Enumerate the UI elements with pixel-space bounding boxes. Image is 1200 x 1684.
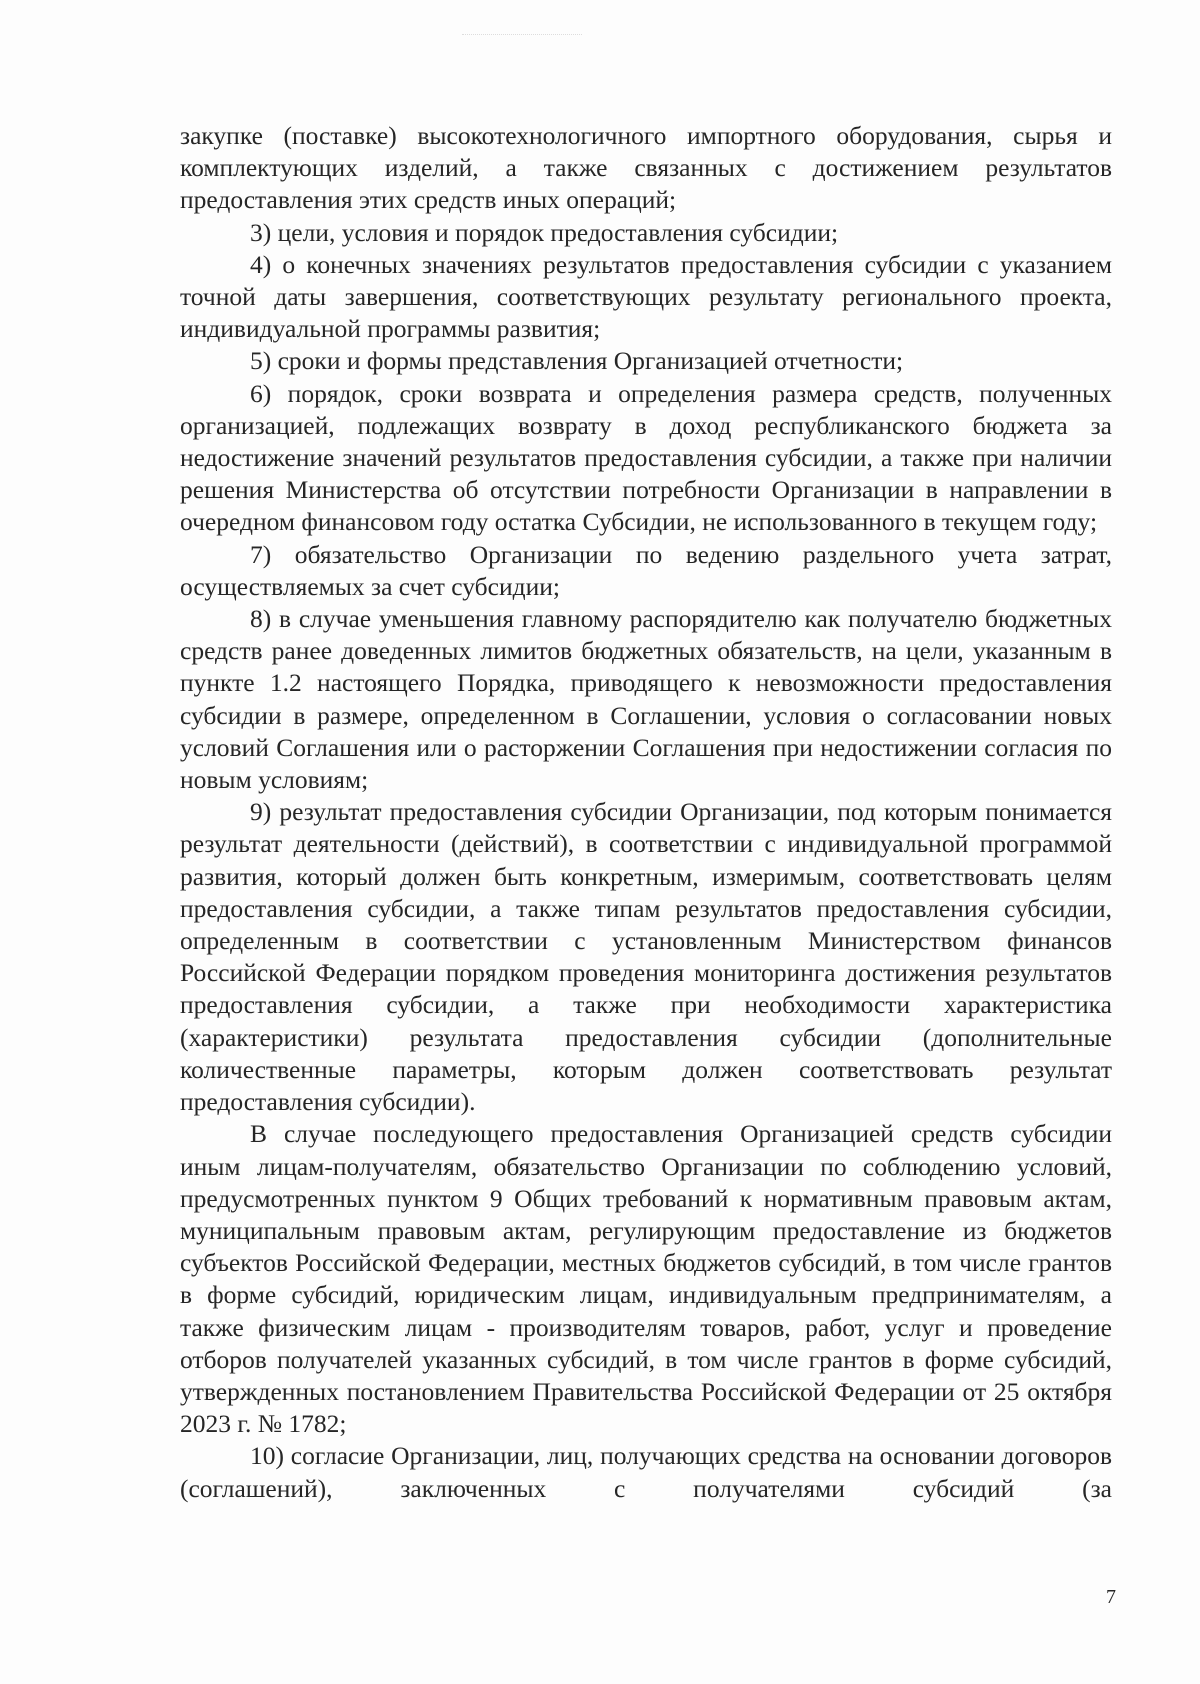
scan-artifact: [462, 34, 582, 41]
paragraph-item-6: 6) порядок, сроки возврата и определения размера средств, полученных организацией, подлежащих возврату в доход республиканского бюджета за недостижение значений результатов предоставления субсидии, а также при наличии решения Министерства об отсутствии потребности Организации в направлении в очередном финансовом году остатка Субсидии, не использованного в текущем году;: [180, 378, 1112, 537]
document-body: [180, 120, 1112, 1505]
paragraph-item-9: 9) результат предоставления субсидии Организации, под которым понимается результат деятельности (действий), в соответствии с индивидуальной программой развития, который должен быть конкретным, измеримым, соответствовать целям предоставления субсидии, а также типам результатов предоставления субсидии, определенным в соответствии с установленным Министерством финансов Российской Федерации порядком проведения мониторинга достижения результатов предоставления субсидии, а также при необходимости характеристика (характеристики) результата предоставления субсидии (дополнительные количественные параметры, которым должен соответствовать результат предоставления субсидии).: [180, 797, 1112, 1117]
page-number: 7: [1106, 1586, 1116, 1608]
paragraph-item-8: 8) в случае уменьшения главному распорядителю как получателю бюджетных средств ранее доведенных лимитов бюджетных обязательств, на цели, указанным в пункте 1.2 настоящего Порядка, приводящего к невозможности предоставления субсидии в размере, определенном в Соглашении, условия о согласовании новых условий Соглашения или о расторжении Соглашения при недостижении согласия по новым условиям;: [180, 604, 1112, 795]
paragraph-subsequent-provision: В случае последующего предоставления Организацией средств субсидии иным лицам-получателям, обязательство Организации по соблюдению условий, предусмотренных пунктом 9 Общих требований к нормативным правовым актам, муниципальным правовым актам, регулирующим предоставление из бюджетов субъектов Российской Федерации, местных бюджетов субсидий, в том числе грантов в форме субсидий, юридическим лицам, индивидуальным предпринимателям, а также физическим лицам - производителям товаров, работ, услуг и проведение отборов получателей указанных субсидий, в том числе грантов в форме субсидий, утвержденных постановлением Правительства Российской Федерации от 25 октября 2023 г. № 1782;: [180, 1119, 1112, 1439]
paragraph-item-4: 4) о конечных значениях результатов предоставления субсидии с указанием точной даты завершения, соответствующих результату регионального проекта, индивидуальной программы развития;: [180, 249, 1112, 344]
paragraph-item-3: 3) цели, условия и порядок предоставления субсидии;: [250, 217, 839, 247]
paragraph-item-10: 10) согласие Организации, лиц, получающих средства на основании договоров (соглашений), заключенных с получателями субсидий (за: [180, 1441, 1112, 1503]
paragraph-continuation: закупке (поставке) высокотехнологичного импортного оборудования, сырья и комплектующих изделий, а также связанных с достижением результатов предоставления этих средств иных операций;: [180, 121, 1112, 215]
paragraph-item-7: 7) обязательство Организации по ведению раздельного учета затрат, осуществляемых за счет субсидии;: [180, 539, 1112, 601]
paragraph-item-5: 5) сроки и формы представления Организацией отчетности;: [250, 346, 904, 376]
